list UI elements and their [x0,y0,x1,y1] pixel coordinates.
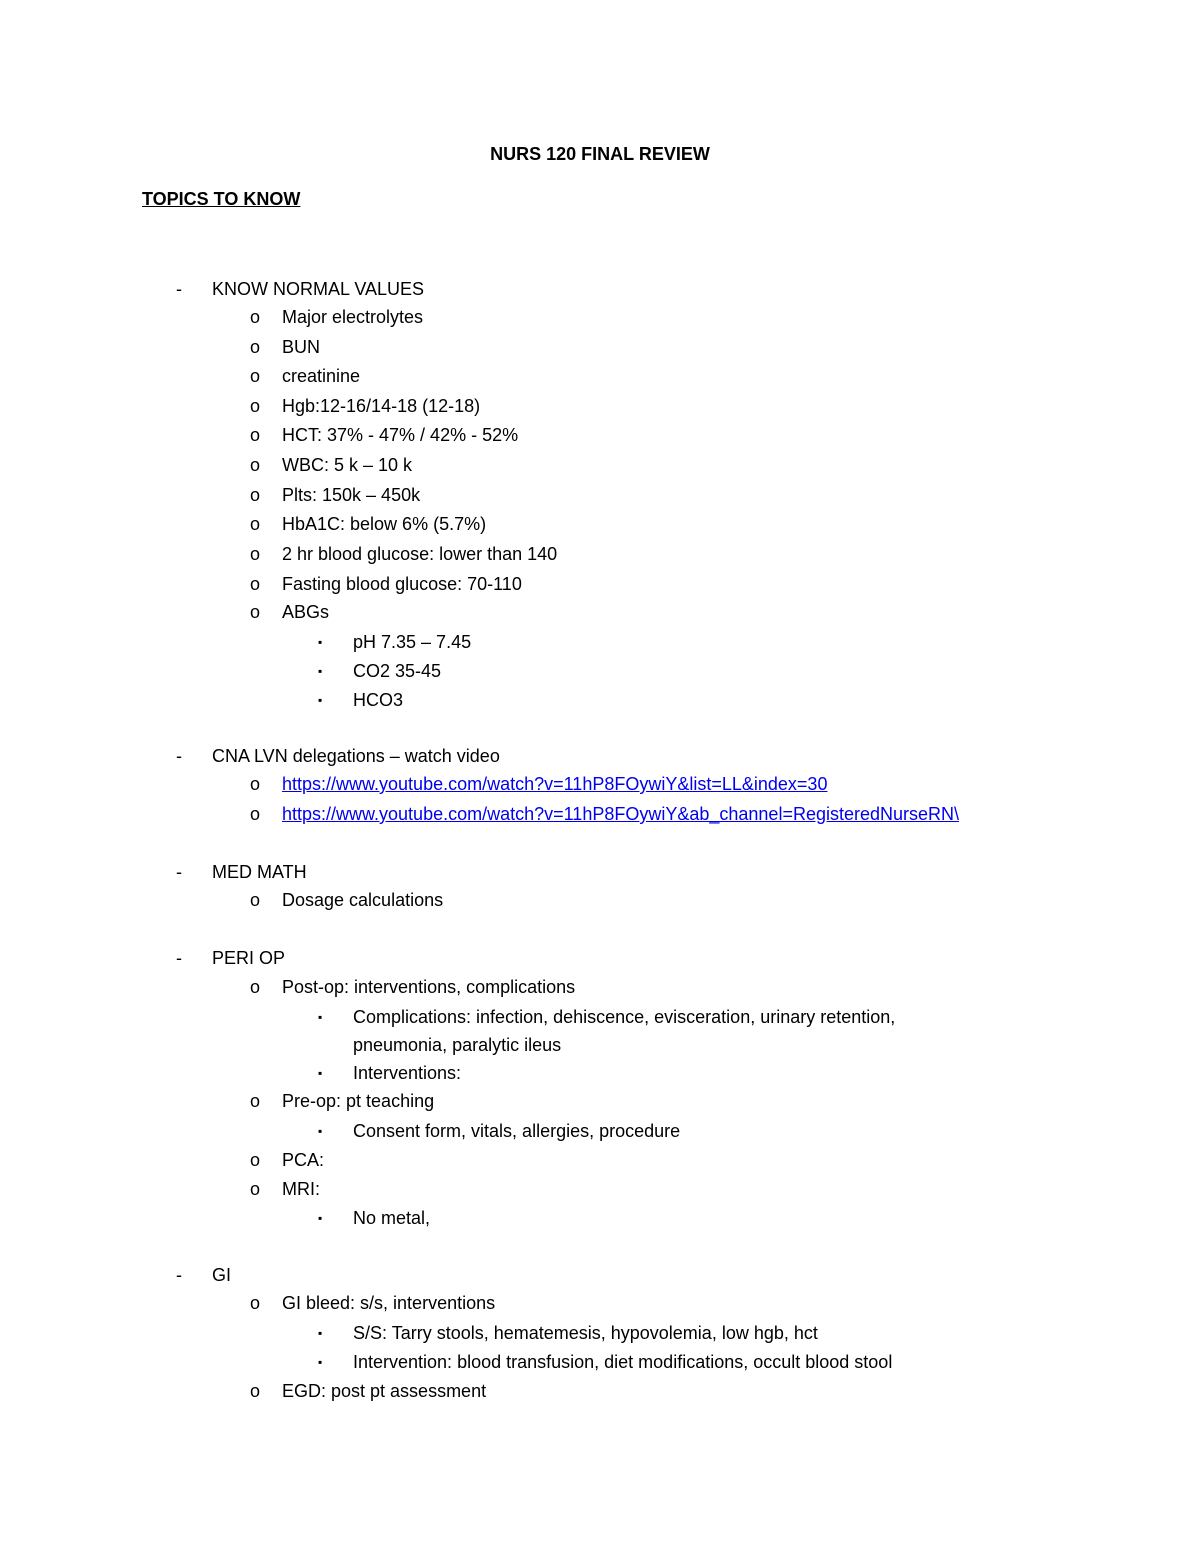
list-item-text: HCT: 37% - 47% / 42% - 52% [282,425,519,445]
list-item-text: creatinine [282,366,361,386]
square-bullet: ▪ [318,664,323,678]
dash-bullet: - [176,862,182,882]
circle-bullet: o [250,455,261,475]
circle-bullet: o [250,514,261,534]
circle-bullet: o [250,307,261,327]
list-item-text: Intervention: blood transfusion, diet modifications, occult blood stool [353,1352,893,1372]
list-item-text: Consent form, vitals, allergies, procedure [353,1121,681,1141]
list-item-text: 2 hr blood glucose: lower than 140 [282,544,558,564]
circle-bullet: o [250,574,261,594]
list-item-text: No metal, [353,1208,431,1228]
list-item-label: MED MATH [212,862,307,882]
list-item-text: Fasting blood glucose: 70-110 [282,574,522,594]
dash-bullet: - [176,279,182,299]
list-item-text: Interventions: [353,1063,462,1083]
square-bullet: ▪ [318,1066,323,1080]
list-item-text: Plts: 150k – 450k [282,485,421,505]
circle-bullet: o [250,544,261,564]
list-item-text: CO2 35-45 [353,661,442,681]
circle-bullet: o [250,425,261,445]
video-link-2[interactable]: https://www.youtube.com/watch?v=11hP8FOywiY&ab_channel=RegisteredNurseRN\ [282,804,960,824]
square-bullet: ▪ [318,1355,323,1369]
dash-bullet: - [176,746,182,766]
dash-bullet: - [176,1265,182,1285]
circle-bullet: o [250,485,261,505]
dash-bullet: - [176,948,182,968]
list-item-text: EGD: post pt assessment [282,1381,487,1401]
list-item-text: Pre-op: pt teaching [282,1091,435,1111]
page-title: NURS 120 FINAL REVIEW [490,144,710,164]
list-item-label: KNOW NORMAL VALUES [212,279,425,299]
list-item-text: pH 7.35 – 7.45 [353,632,472,652]
circle-bullet: o [250,602,261,622]
list-item-text: HbA1C: below 6% (5.7%) [282,514,487,534]
list-item-label: CNA LVN delegations – watch video [212,746,500,766]
list-item-text: WBC: 5 k – 10 k [282,455,413,475]
list-item-text: Hgb:12-16/14-18 (12-18) [282,396,481,416]
square-bullet: ▪ [318,1211,323,1225]
circle-bullet: o [250,1381,261,1401]
list-item-text: S/S: Tarry stools, hematemesis, hypovolemia, low hgb, hct [353,1323,818,1343]
square-bullet: ▪ [318,1124,323,1138]
circle-bullet: o [250,396,261,416]
list-item-text: ABGs [282,602,330,622]
list-item-text: BUN [282,337,321,357]
video-link-1[interactable]: https://www.youtube.com/watch?v=11hP8FOywiY&list=LL&index=30 [282,774,828,794]
list-item-text: PCA: [282,1150,325,1170]
list-item-text: MRI: [282,1179,320,1199]
list-item-text: Major electrolytes [282,307,424,327]
list-item-text: Dosage calculations [282,890,444,910]
square-bullet: ▪ [318,635,323,649]
list-item-label: GI [212,1265,232,1285]
square-bullet: ▪ [318,1010,323,1024]
list-item-text: HCO3 [353,690,404,710]
circle-bullet: o [250,1179,261,1199]
circle-bullet: o [250,774,261,794]
list-item-text: GI bleed: s/s, interventions [282,1293,496,1313]
circle-bullet: o [250,337,261,357]
circle-bullet: o [250,890,261,910]
section-heading: TOPICS TO KNOW [142,189,301,209]
circle-bullet: o [250,1150,261,1170]
list-item-continuation: pneumonia, paralytic ileus [353,1035,562,1055]
circle-bullet: o [250,1293,261,1313]
circle-bullet: o [250,1091,261,1111]
square-bullet: ▪ [318,1326,323,1340]
circle-bullet: o [250,977,261,997]
circle-bullet: o [250,804,261,824]
circle-bullet: o [250,366,261,386]
square-bullet: ▪ [318,693,323,707]
list-item-label: PERI OP [212,948,286,968]
list-item-text: Post-op: interventions, complications [282,977,576,997]
list-item-text: Complications: infection, dehiscence, evisceration, urinary retention, [353,1007,896,1027]
